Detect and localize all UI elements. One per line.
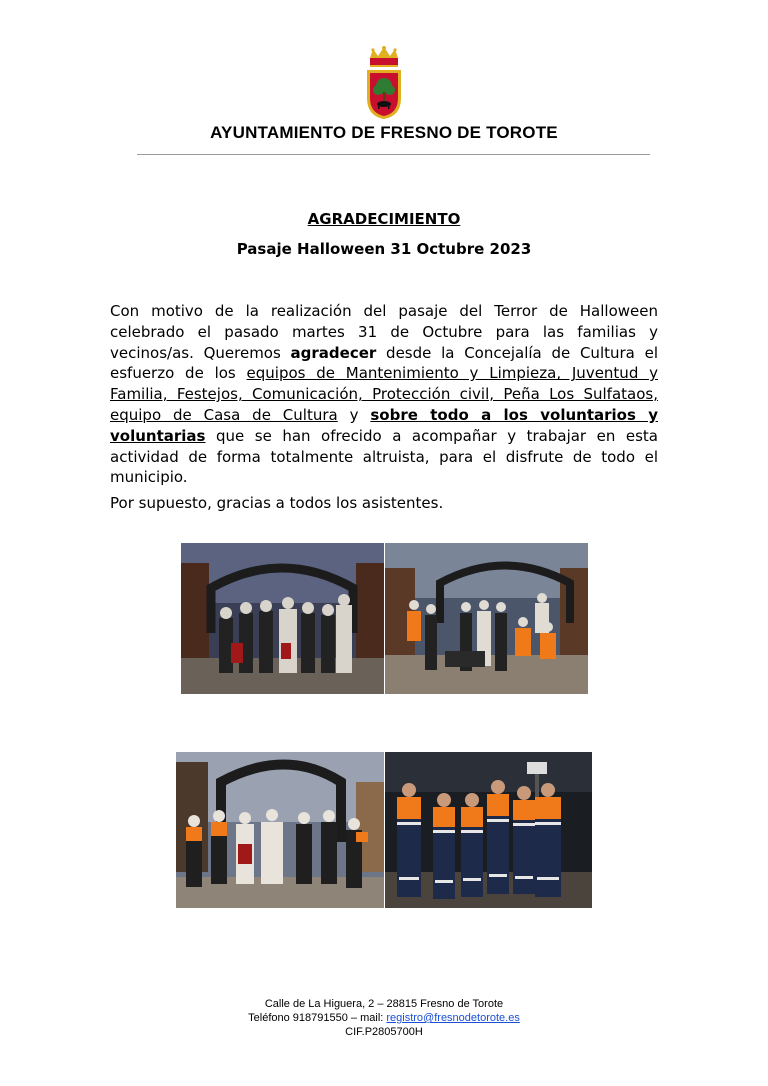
- page-footer: [0, 997, 768, 1039]
- body-text-1: Con motivo de la realización del pasaje del Terror de Halloween celebrado el pasado martes 31 de Octubre para las familias y vecinos/as. Queremos: [110, 302, 658, 362]
- footer-email-link[interactable]: registro@fresnodetorote.es: [386, 1012, 520, 1024]
- footer-cif: CIF.P2805700H: [345, 1026, 423, 1038]
- body-text-teams: equipos de Mantenimiento y Limpieza, Juventud y Familia, Festejos, Comunicación, Protección civil, Peña Los Sulfataos, equipo de Casa de Cultura: [110, 364, 658, 424]
- footer-contact: [0, 1011, 768, 1025]
- halloween-group-photo-2: [385, 543, 588, 694]
- body-text-4: que se han ofrecido a acompañar y trabajar en esta actividad de forma totalmente altruista, para el disfrute de todo el municipio.: [110, 426, 658, 487]
- body-text-3: y: [337, 405, 371, 424]
- halloween-group-photo-1: [181, 543, 384, 694]
- body-text-volunteers: sobre todo a los voluntarios y voluntarias: [110, 405, 659, 445]
- document-subtitle: Pasaje Halloween 31 Octubre 2023: [236, 240, 532, 258]
- footer-address: Calle de La Higuera, 2 – 28815 Fresno de Torote: [264, 998, 504, 1010]
- civil-protection-volunteers-photo: [385, 752, 592, 908]
- organization-title: AYUNTAMIENTO DE FRESNO DE TOROTE: [210, 123, 558, 142]
- body-paragraph: [110, 301, 658, 488]
- header-divider: [137, 154, 650, 155]
- closing-paragraph: Por supuesto, gracias a todos los asistentes.: [110, 494, 444, 512]
- halloween-group-photo-3: [176, 752, 384, 908]
- body-text-2: desde la Concejalía de Cultura el esfuerzo de los: [110, 343, 658, 383]
- coat-of-arms-icon: [364, 46, 404, 120]
- document-title: AGRADECIMIENTO: [307, 210, 461, 228]
- footer-phone: Teléfono 918791550 – mail:: [248, 1012, 387, 1024]
- body-text-bold-thanks: agradecer: [290, 343, 377, 362]
